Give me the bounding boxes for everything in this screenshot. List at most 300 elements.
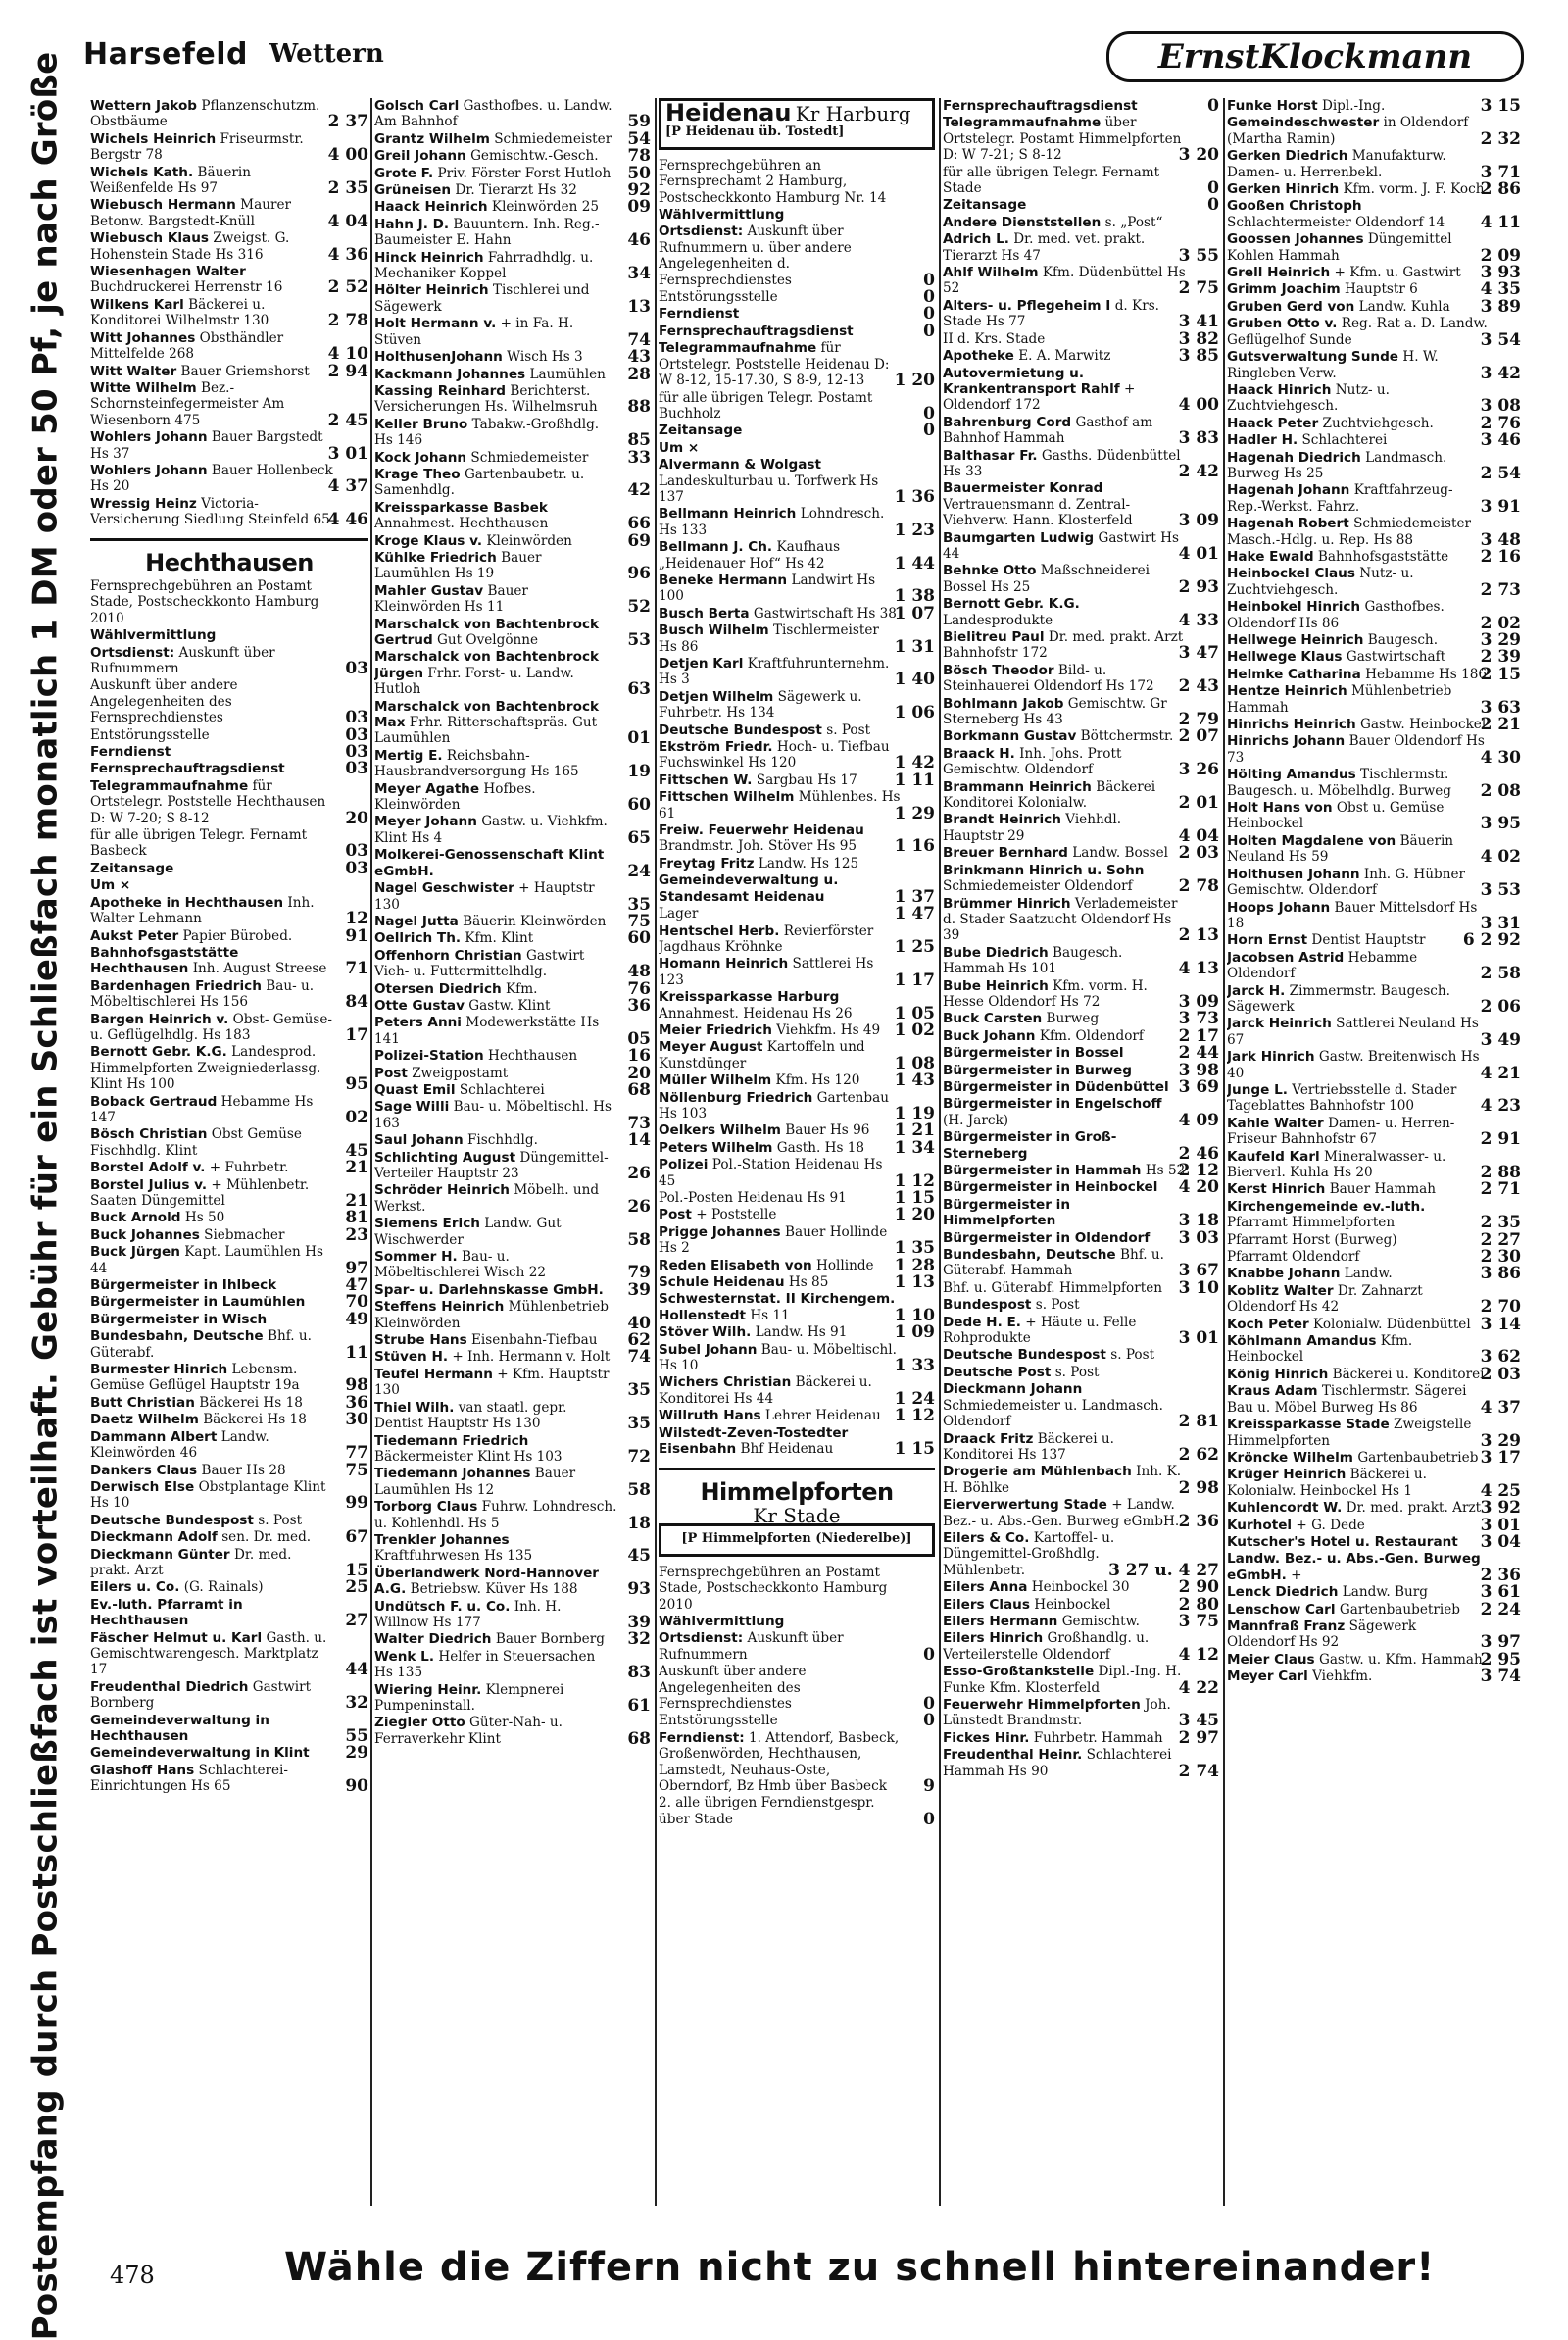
directory-entry — [90, 1309, 368, 1329]
directory-entry — [1227, 98, 1521, 114]
entry-name: Busch Wilhelm — [659, 622, 769, 639]
directory-entry — [943, 1464, 1219, 1496]
entry-phone: 40 — [627, 1313, 651, 1333]
entry-detail: Bau- u. Möbeltischl. Hs 163 — [374, 1099, 612, 1131]
entry-name: Ferndienst: — [659, 1729, 745, 1746]
entry-phone: 2 73 — [1480, 579, 1521, 600]
entry-name: Draack Fritz — [943, 1430, 1034, 1447]
entry-phone: 1 42 — [894, 753, 935, 773]
section-region: Kr Stade — [753, 1503, 841, 1527]
directory-entry — [1227, 296, 1521, 317]
directory-entry — [90, 1547, 368, 1579]
entry-phone: 62 — [627, 1330, 651, 1351]
entry-detail: Inh. G. Hübner Gemischtw. Oldendorf — [1227, 866, 1466, 899]
entry-detail: Dentist Hauptstr — [1311, 932, 1426, 949]
entry-name: Witte Wilhelm — [90, 379, 197, 396]
directory-entry — [1227, 382, 1521, 415]
entry-name: Wilkens Karl — [90, 296, 184, 313]
entry-name: Kröncke Wilhelm — [1227, 1449, 1353, 1466]
directory-entry — [90, 1410, 368, 1430]
entry-name: Telegrammaufnahme — [943, 115, 1102, 131]
entry-detail: van staatl. gepr. Dentist Hauptstr Hs 130 — [374, 1399, 567, 1432]
entry-name: Witt Johannes — [90, 329, 196, 346]
entry-phone: 2 91 — [1480, 1129, 1521, 1150]
entry-phone: 3 85 — [1178, 346, 1219, 367]
entry-list — [1227, 98, 1521, 1685]
entry-phone: 3 55 — [1178, 245, 1219, 266]
entry-phone: 85 — [627, 430, 651, 451]
entry-detail: Dr. Tierarzt Hs 32 — [455, 182, 577, 199]
directory-entry — [1227, 115, 1521, 147]
entry-detail: in Oldendorf (Martha Ramin) — [1227, 115, 1469, 147]
entry-detail: Gartenbaubetrieb — [1357, 1449, 1479, 1466]
column-3 — [659, 98, 935, 2206]
entry-name: Lenschow Carl — [1227, 1601, 1336, 1618]
entry-phone: 2 07 — [1178, 726, 1219, 747]
entry-phone: 14 — [627, 1130, 651, 1151]
entry-name: Dieckmann Adolf — [90, 1529, 218, 1546]
directory-entry — [659, 1090, 935, 1122]
entry-detail: Dipl.-Ing. — [1321, 98, 1386, 114]
entry-phone: 3 01 — [1480, 1515, 1521, 1535]
entry-phone: 29 — [345, 1743, 368, 1764]
entry-phone: 2 06 — [1480, 996, 1521, 1017]
directory-entry — [943, 298, 1219, 330]
entry-name: Subel Johann — [659, 1341, 758, 1358]
entry-phone: 23 — [345, 1224, 368, 1245]
entry-phone: 2 78 — [1178, 876, 1219, 897]
entry-detail: Tischlerei und Sägewerk — [374, 282, 590, 315]
entry-detail: Kraftfuhrwesen Hs 135 — [374, 1548, 533, 1565]
entry-name: Marschalck von Bachtenbrock Jürgen — [374, 649, 600, 681]
entry-phone: 2 30 — [1480, 1247, 1521, 1268]
directory-entry — [1227, 900, 1521, 932]
entry-phone: 3 29 — [1480, 1430, 1521, 1451]
entry-name: Meier Claus — [1227, 1651, 1315, 1668]
entry-name: Hagenah Diedrich — [1227, 449, 1361, 466]
entry-name: Mahler Gustav — [374, 582, 484, 599]
directory-entry — [943, 1431, 1219, 1464]
entry-name: Kühlke Friedrich — [374, 549, 497, 566]
entry-name: Fernsprechauftragsdienst — [90, 761, 285, 777]
directory-entry — [659, 1565, 935, 1613]
entry-detail: Fahrradhdlg. u. Mechaniker Koppel — [374, 249, 594, 282]
entry-phone: 4 30 — [1480, 747, 1521, 768]
entry-detail: + Fuhrbetr. — [209, 1160, 289, 1176]
entry-name: Strube Hans — [374, 1332, 467, 1349]
entry-phone: 2 78 — [327, 311, 368, 331]
entry-name: Derwisch Else — [90, 1478, 195, 1495]
entry-phone: 09 — [627, 197, 651, 218]
entry-phone: 58 — [627, 1229, 651, 1250]
entry-detail: Bauer Laumühlen Hs 19 — [374, 549, 542, 582]
directory-entry — [90, 463, 368, 495]
entry-name: Willruth Hans — [659, 1408, 761, 1424]
entry-phone: 3 29 — [1480, 630, 1521, 650]
entry-detail: Reichsbahn-Hausbrandversorgung Hs 165 — [374, 747, 579, 780]
entry-name: Wichers Christian — [659, 1374, 792, 1391]
directory-entry — [1227, 1179, 1521, 1200]
entry-name: Bardenhagen Friedrich — [90, 977, 262, 994]
entry-detail: Kleinwörden 25 — [491, 199, 600, 216]
directory-entry — [374, 1433, 651, 1466]
entry-name: Meier Friedrich — [659, 1021, 772, 1038]
entry-phone: 3 93 — [1480, 263, 1521, 283]
entry-phone: 39 — [627, 1279, 651, 1300]
directory-entry — [659, 390, 935, 423]
entry-phone: 49 — [345, 1309, 368, 1329]
directory-entry — [1227, 1649, 1521, 1669]
entry-detail: Kfm. vorm. J. F. Koch — [1343, 181, 1485, 198]
entry-detail: für Ortstelegr. Poststelle Hechthausen D: W 7-20; S 8-12 — [90, 777, 326, 826]
entry-phone: 1 06 — [894, 703, 935, 723]
entry-detail: + Kfm. Hauptstr 130 — [374, 1366, 610, 1399]
entry-detail: Gasthofbes. Oldendorf Hs 86 — [1227, 599, 1445, 631]
entry-detail: Sägewerk Oldendorf Hs 92 — [1227, 1618, 1417, 1651]
directory-entry — [943, 1177, 1219, 1198]
entry-phone: 70 — [345, 1292, 368, 1313]
entry-name: Gemeindeschwester — [1227, 115, 1380, 131]
directory-entry — [943, 115, 1219, 166]
entry-name: Brinkmann Hinrich u. Sohn — [943, 862, 1145, 878]
entry-phone: 3 09 — [1178, 991, 1219, 1012]
directory-entry — [90, 1177, 368, 1210]
directory-entry — [1227, 1551, 1521, 1583]
entry-detail: Tischlermeister Hs 86 — [659, 622, 879, 655]
directory-entry — [90, 778, 368, 826]
entry-detail: Fernsprechgebühren an Fernsprechamt 2 Hamburg, Postscheckkonto Hamburg Nr. 14 — [659, 157, 887, 206]
entry-phone: 1 20 — [894, 371, 935, 391]
directory-entry — [374, 383, 651, 416]
entry-detail: Hebamme Hs 186 — [1365, 666, 1488, 682]
entry-detail: Bau- u. Möbeltischlerei Hs 156 — [90, 977, 315, 1011]
entry-name: Hake Ewald — [1227, 548, 1314, 565]
directory-entry — [659, 1070, 935, 1091]
entry-list — [90, 895, 368, 1795]
entry-detail: Annahmest. Hechthausen — [374, 516, 549, 532]
directory-entry — [90, 361, 368, 381]
entry-detail: + — [1291, 1567, 1302, 1583]
entry-name: HolthusenJohann — [374, 349, 503, 366]
entry-detail: Sargbau Hs 17 — [756, 772, 858, 788]
entry-phone: 3 42 — [1480, 363, 1521, 383]
entry-name: Bürgermeister in Laumühlen — [90, 1294, 306, 1311]
directory-entry — [1227, 316, 1521, 348]
entry-name: Alters- u. Pflegeheim I — [943, 297, 1111, 314]
entry-name: Oelkers Wilhelm — [659, 1122, 781, 1139]
directory-entry — [1227, 867, 1521, 899]
directory-entry — [1227, 231, 1521, 264]
entry-name: Ortsdienst: — [659, 224, 744, 240]
entry-phone: 43 — [627, 347, 651, 368]
entry-detail: Bauer Oldendorf Hs 73 — [1227, 733, 1485, 766]
entry-detail: Inh. Walter Lehmann — [90, 894, 315, 927]
entry-name: Bundesbahn, Deutsche — [90, 1328, 264, 1345]
entry-name: Wichels Heinrich — [90, 130, 217, 147]
entry-name: Otte Gustav — [374, 997, 465, 1014]
entry-name: Knabbe Johann — [1227, 1266, 1341, 1282]
directory-entry — [90, 230, 368, 263]
entry-phone: 1 47 — [894, 904, 935, 924]
entry-detail: Heinbockel — [1034, 1596, 1111, 1613]
entry-detail: Auskunft über andere Angelegenheiten des Fernsprechdienstes — [659, 1664, 807, 1712]
entry-phone: 2 98 — [1178, 1477, 1219, 1498]
entry-phone: 20 — [345, 808, 368, 828]
entry-name: Telegrammaufnahme — [90, 777, 249, 794]
entry-name: Eilers & Co. — [943, 1529, 1030, 1546]
directory-entry — [1227, 1149, 1521, 1181]
entry-phone: 63 — [627, 679, 651, 700]
entry-name: Wohlers Johann — [90, 462, 208, 478]
directory-entry — [659, 822, 935, 855]
entry-name: Hagenah Johann — [1227, 482, 1350, 499]
entry-name: Deutsche Post — [943, 1364, 1052, 1380]
entry-phone: 0 — [923, 1644, 935, 1665]
entry-name: Bürgermeister in Hammah — [943, 1163, 1142, 1178]
directory-entry — [374, 467, 651, 499]
directory-entry — [90, 1292, 368, 1313]
entry-detail: Heinbockel 30 — [1031, 1579, 1130, 1596]
entry-name: Polizei-Station — [374, 1048, 484, 1065]
entry-phone: 3 09 — [1178, 511, 1219, 531]
entry-name: Kreissparkasse Harburg — [659, 989, 840, 1006]
entry-phone: 13 — [627, 296, 651, 317]
entry-name: Kroge Klaus v. — [374, 532, 483, 549]
entry-detail: Kfm. Hs 120 — [775, 1072, 860, 1089]
entry-detail: Sattlerei Hs 123 — [659, 956, 874, 988]
entry-name: Meyer Johann — [374, 814, 477, 830]
directory-entry — [1227, 733, 1521, 766]
entry-name: Helmke Catharina — [1227, 666, 1361, 682]
entry-phone: 69 — [627, 530, 651, 551]
entry-detail: Vertrauensmann d. Zentral-Viehverw. Hann. Klosterfeld — [943, 496, 1133, 529]
entry-phone: 4 20 — [1178, 1177, 1219, 1198]
directory-entry — [1227, 1515, 1521, 1535]
entry-detail: Gut Ovelgönne — [437, 632, 539, 648]
entry-phone: 88 — [627, 397, 651, 418]
entry-detail: Lager — [659, 906, 699, 922]
entry-phone: 2 08 — [1480, 780, 1521, 801]
entry-phone: 3 69 — [1178, 1076, 1219, 1097]
entry-name: Eierverwertung Stade — [943, 1497, 1107, 1514]
entry-detail: Fuhrw. Lohndresch. u. Kohlenhdl. Hs 5 — [374, 1499, 617, 1531]
directory-entry — [1227, 599, 1521, 631]
entry-name: Boback Gertraud — [90, 1093, 218, 1110]
directory-entry — [1227, 1498, 1521, 1519]
entry-name: Kreissparkasse Stade — [1227, 1417, 1390, 1433]
entry-phone: 1 29 — [894, 803, 935, 823]
directory-entry — [943, 1297, 1219, 1313]
entry-phone: 20 — [627, 1063, 651, 1083]
entry-phone: 34 — [627, 264, 651, 284]
entry-name: Haack Peter — [1227, 415, 1319, 431]
entry-name: Borstel Julius v. — [90, 1176, 208, 1193]
entry-name: Fäscher Helmut u. Karl — [90, 1629, 263, 1646]
entry-detail: Gasths. Düdenbüttel Hs 33 — [943, 447, 1181, 479]
directory-entry — [374, 911, 651, 931]
directory-entry — [943, 1096, 1219, 1128]
entry-phone: 15 — [345, 1560, 368, 1580]
entry-detail: Sägewerk u. Fuhrbetr. Hs 134 — [659, 688, 862, 722]
entry-phone: 52 — [627, 597, 651, 618]
entry-name: Glashoff Hans — [90, 1762, 195, 1778]
entry-phone: 35 — [627, 1414, 651, 1434]
directory-entry — [90, 827, 368, 860]
publisher-logo: ErnstKlockmann — [1106, 31, 1524, 82]
entry-phone: 2 03 — [1480, 1364, 1521, 1384]
entry-name: Eilers Hinrich — [943, 1630, 1044, 1647]
entry-detail: s. Post — [826, 722, 871, 738]
entry-detail: Schlachterei-Einrichtungen Hs 65 — [90, 1762, 288, 1795]
directory-entry — [374, 699, 651, 747]
directory-entry — [90, 1597, 368, 1629]
entry-phone: 74 — [627, 1347, 651, 1368]
entry-phone: 1 23 — [894, 520, 935, 540]
entry-detail: Papier Bürobed. — [182, 927, 293, 944]
directory-entry — [90, 1479, 368, 1512]
entry-phone: 1 25 — [894, 936, 935, 957]
entry-name: Hinck Heinrich — [374, 249, 484, 266]
entry-detail: Lehrer Heidenau — [764, 1408, 881, 1424]
column-5 — [1227, 98, 1521, 2206]
directory-entry — [374, 1279, 651, 1300]
entry-name: Aukst Peter — [90, 927, 179, 944]
entry-phone: 39 — [627, 1612, 651, 1632]
place-region: Kr Harburg — [795, 102, 911, 125]
entry-detail: Landw. Burg — [1342, 1584, 1428, 1601]
entry-phone: 3 18 — [1178, 1211, 1219, 1231]
directory-entry — [1227, 1116, 1521, 1148]
entry-phone: 3 49 — [1480, 1029, 1521, 1050]
entry-name: Gemeindeverwaltung in Hechthausen — [90, 1712, 270, 1744]
entry-detail: Laumühlen — [529, 366, 606, 382]
entry-detail: Friseurmstr. Bergstr 78 — [90, 130, 304, 164]
entry-name: Zeitansage — [659, 423, 743, 439]
entry-detail: Pol.-Station Heidenau Hs 45 — [659, 1157, 883, 1189]
directory-entry — [659, 923, 935, 956]
entry-name: Bundesbahn, Deutsche — [943, 1247, 1116, 1264]
directory-entry — [659, 1120, 935, 1141]
entry-name: Kuhlencordt W. — [1227, 1500, 1343, 1517]
directory-entry — [943, 563, 1219, 595]
directory-entry — [943, 629, 1219, 662]
entry-phone: 1 15 — [894, 1439, 935, 1460]
entry-detail: Bäckerei Konditorei Kolonialw. — [943, 778, 1156, 812]
directory-entry — [943, 1315, 1219, 1347]
entry-name: Haack Heinrich — [374, 199, 488, 216]
directory-entry — [1227, 930, 1521, 951]
entry-phone: 02 — [345, 1107, 368, 1127]
entry-detail: für alle übrigen Telegr. Fernamt Basbeck — [90, 827, 308, 860]
directory-entry — [1227, 664, 1521, 684]
directory-entry — [1227, 566, 1521, 598]
entry-name: Koblitz Walter — [1227, 1282, 1334, 1299]
directory-entry — [374, 1063, 651, 1083]
entry-phone: 4 10 — [327, 344, 368, 365]
entry-phone: 1 21 — [894, 1120, 935, 1141]
entry-name: Lenck Diedrich — [1227, 1584, 1339, 1601]
entry-detail: Kaufhaus „Heidenauer Hof“ Hs 42 — [659, 539, 841, 572]
entry-phone: 2 76 — [1480, 413, 1521, 433]
entry-name: Baumgarten Ludwig — [943, 529, 1095, 546]
directory-entry — [1227, 632, 1521, 648]
entry-detail: Zuchtviehgesch. — [1322, 415, 1434, 431]
directory-entry — [659, 1711, 935, 1731]
entry-detail: Düngemittel-Verteiler Hauptstr 23 — [374, 1149, 609, 1181]
entry-name: Telegrammaufnahme — [659, 340, 817, 357]
directory-entry — [374, 217, 651, 249]
directory-entry — [1227, 1016, 1521, 1048]
entry-name: Ferndienst — [90, 744, 172, 761]
entry-name: Dieckmann Günter — [90, 1546, 230, 1563]
directory-entry — [1227, 1199, 1521, 1231]
entry-name: Ahlf Wilhelm — [943, 265, 1039, 281]
entry-name: Gooßen Christoph — [1227, 198, 1362, 215]
directory-entry — [90, 98, 368, 130]
entry-name: Stöver Wilh. — [659, 1324, 752, 1341]
entry-name: Bürgermeister in Wisch — [90, 1311, 268, 1327]
entry-name: Nagel Jutta — [374, 913, 459, 929]
entry-name: Dieckmann Johann — [943, 1381, 1083, 1398]
entry-name: Gerken Hinrich — [1227, 181, 1340, 198]
entry-name: Buck Jürgen — [90, 1244, 180, 1261]
entry-name: Greil Johann — [374, 148, 466, 165]
entry-name: Prigge Johannes — [659, 1223, 781, 1240]
directory-entry — [943, 1697, 1219, 1729]
entry-detail: + Kfm. u. Gastwirt — [1334, 265, 1461, 281]
entry-phone: 26 — [627, 1164, 651, 1183]
entry-phone: 0 — [923, 1809, 935, 1829]
directory-entry — [374, 146, 651, 167]
entry-name: Wählvermittlung — [659, 1613, 785, 1629]
entry-name: Thiel Wilh. — [374, 1399, 455, 1416]
entry-detail: Dr. med. prakt. Arzt — [1346, 1500, 1482, 1517]
entry-detail: Bau- u. Möbeltischlerei Wisch 22 — [374, 1249, 546, 1281]
entry-phone: 79 — [627, 1263, 651, 1283]
entry-phone: 4 04 — [1178, 825, 1219, 846]
directory-entry — [90, 724, 368, 745]
entry-detail: Landw. Kuhla — [1358, 298, 1450, 315]
directory-entry — [374, 1367, 651, 1399]
directory-entry — [374, 128, 651, 149]
entry-name: Jarck H. — [1227, 982, 1286, 999]
footer-slogan: Wähle die Ziffern nicht zu schnell hintereinander! — [284, 2245, 1436, 2290]
directory-entry — [659, 772, 935, 788]
entry-detail: Burweg — [1046, 1011, 1100, 1027]
entry-name: Zeitansage — [943, 197, 1027, 214]
directory-entry — [659, 1224, 935, 1257]
directory-entry — [659, 722, 935, 738]
directory-entry — [1227, 1247, 1521, 1268]
directory-entry — [943, 812, 1219, 844]
entry-detail: Landw. Bossel — [1072, 845, 1168, 862]
directory-entry — [90, 858, 368, 878]
entry-detail: Kfm. vorm. H. Hesse Oldendorf Hs 72 — [943, 977, 1148, 1010]
entry-detail: Bäckerei Hs 18 — [199, 1394, 303, 1411]
entry-detail: Fernsprechgebühren an Postamt Stade, Postscheckkonto Hamburg 2010 — [90, 577, 319, 626]
directory-entry — [90, 330, 368, 363]
directory-entry — [659, 321, 935, 341]
directory-entry — [659, 340, 935, 391]
entry-name: Kurhotel — [1227, 1517, 1293, 1533]
entry-detail: + Inh. Hermann v. Holt — [452, 1349, 611, 1366]
entry-name: Kreissparkasse Basbek — [374, 499, 548, 516]
entry-name: Braack H. — [943, 745, 1015, 762]
entry-phone: 3 61 — [1480, 1582, 1521, 1603]
directory-entry — [1227, 1314, 1521, 1334]
entry-detail: Hebamme Oldendorf — [1227, 949, 1418, 982]
directory-entry — [943, 448, 1219, 480]
